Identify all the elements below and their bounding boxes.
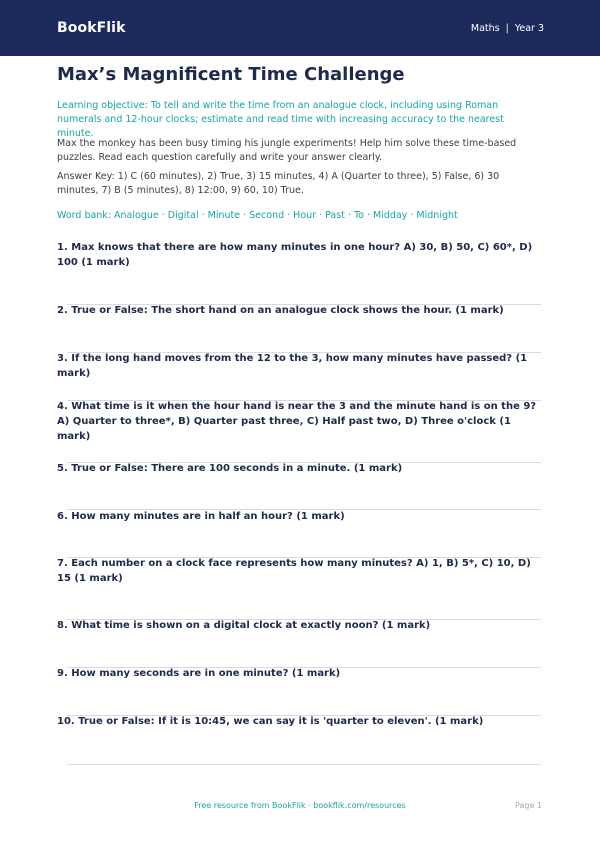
question-5: 5. True or False: There are 100 seconds in a minute. (1 mark) [57, 463, 403, 474]
meta-separator: | [505, 22, 509, 34]
header-meta [471, 23, 544, 34]
question-3: 3. If the long hand moves from the 12 to the 3, how many minutes have passed? (1 mark) [57, 353, 528, 379]
word-bank: Word bank: Analogue · Digital · Minute · Second · Hour · Past · To · Midday · Midnight [57, 210, 458, 221]
learning-objective: Learning objective: To tell and write the time from an analogue clock, including using Roman numerals and 12-hour clocks; estimate and read time with increasing accuracy to the nearest minute. [57, 100, 504, 139]
question-10: 10. True or False: If it is 10:45, we can say it is 'quarter to eleven'. (1 mark) [57, 716, 484, 727]
question-1: 1. Max knows that there are how many minutes in one hour? A) 30, B) 50, C) 60*, D) 100 (1 mark) [57, 242, 533, 268]
question-6: 6. How many minutes are in half an hour? (1 mark) [57, 511, 345, 522]
question-4: 4. What time is it when the hour hand is near the 3 and the minute hand is on the 9? A) Quarter to three*, B) Quarter past three, C) Half past two, D) Three o'clock (1 mark) [57, 401, 537, 442]
page-number: Page 1 [515, 801, 542, 810]
subject-label: Maths [470, 22, 500, 34]
intro-text: Max the monkey has been busy timing his jungle experiments! Help him solve these time-based puzzles. Read each question carefully and write your answer clearly. [57, 138, 517, 163]
footer-link[interactable]: Free resource from BookFlik · bookflik.com/resources [194, 801, 406, 810]
question-9: 9. How many seconds are in one minute? (1 mark) [57, 668, 341, 679]
page-header [0, 0, 600, 56]
question-2: 2. True or False: The short hand on an analogue clock shows the hour. (1 mark) [57, 305, 504, 316]
brand-logo[interactable]: BookFlik [57, 20, 126, 36]
year-label: Year 3 [514, 22, 544, 34]
answer-key: Answer Key: 1) C (60 minutes), 2) True, 3) 15 minutes, 4) A (Quarter to three), 5) False, 6) 30 minutes, 7) B (5 minutes), 8) 12:00, 9) 60, 10) True. [57, 171, 500, 196]
page-title: Max’s Magnificent Time Challenge [57, 64, 405, 85]
question-8: 8. What time is shown on a digital clock at exactly noon? (1 mark) [57, 620, 431, 631]
answer-line-10[interactable] [67, 764, 541, 765]
question-7: 7. Each number on a clock face represents how many minutes? A) 1, B) 5*, C) 10, D) 15 (1 mark) [57, 558, 531, 584]
